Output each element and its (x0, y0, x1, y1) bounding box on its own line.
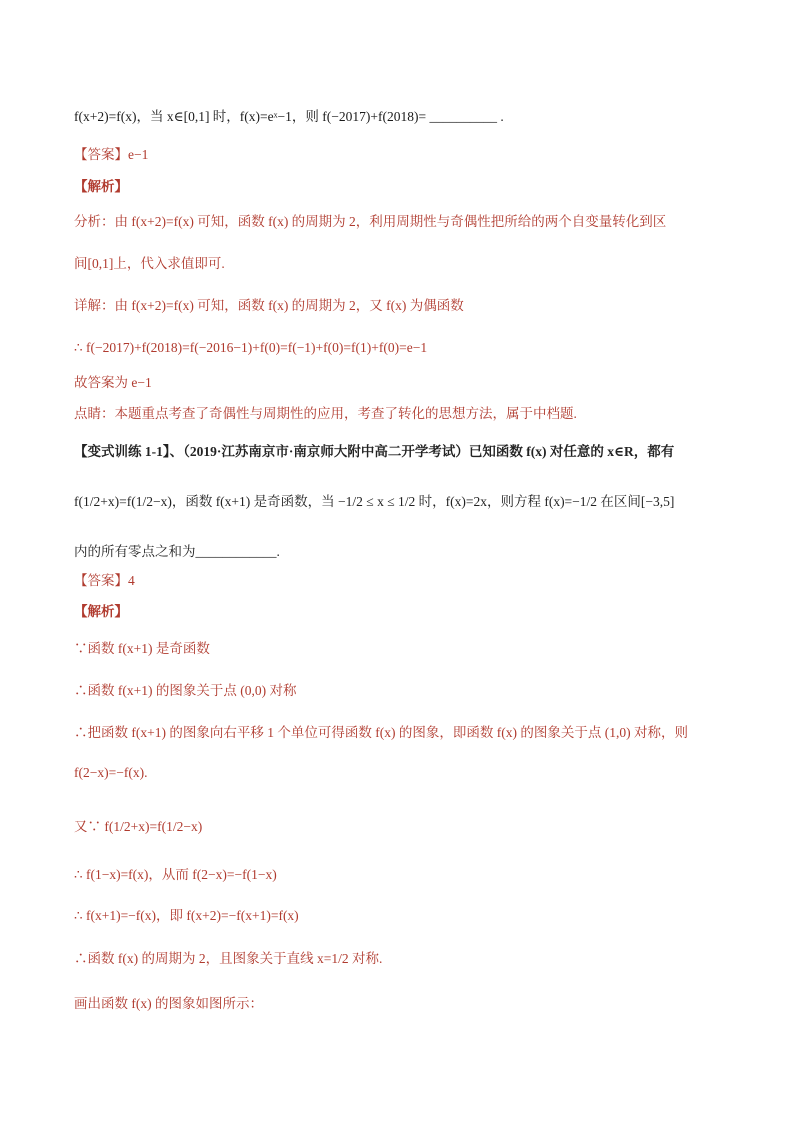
analysis-2-line-9: 画出函数 f(x) 的图象如图所示： (74, 996, 263, 1011)
conclusion-1: 故答案为 e−1 (74, 375, 152, 390)
analysis-2-line-2: ∴函数 f(x+1) 的图象关于点 (0,0) 对称 (74, 683, 297, 698)
analysis-2-line-1: ∵函数 f(x+1) 是奇函数 (74, 641, 210, 656)
analysis-2-line-4: f(2−x)=−f(x). (74, 765, 148, 780)
variant-exercise-conditions: f(1/2+x)=f(1/2−x)，函数 f(x+1) 是奇函数，当 −1/2 ≤ x ≤ 1/2 时，f(x)=2x，则方程 f(x)=−1/2 在区间[−3,5] (74, 494, 675, 509)
analysis-1-line-2: 间[0,1]上，代入求值即可. (74, 256, 225, 271)
detail-1-line-1: 详解：由 f(x+2)=f(x) 可知，函数 f(x) 的周期为 2，又 f(x) 为偶函数 (74, 298, 464, 313)
answer-2: 【答案】4 (74, 573, 135, 588)
analysis-2-line-5: 又∵ f(1/2+x)=f(1/2−x) (74, 819, 203, 834)
answer-1: 【答案】e−1 (74, 147, 149, 162)
variant-exercise-title: 【变式训练 1-1】、（2019·江苏南京市·南京师大附中高二开学考试）已知函数 f(x) 对任意的 x∈R，都有 (74, 444, 675, 459)
analysis-heading-2: 【解析】 (74, 604, 128, 619)
variant-exercise-question: 内的所有零点之和为____________. (74, 544, 280, 559)
note-1: 点睛：本题重点考查了奇偶性与周期性的应用，考查了转化的思想方法，属于中档题. (74, 406, 577, 421)
analysis-2-line-3: ∴把函数 f(x+1) 的图象向右平移 1 个单位可得函数 f(x) 的图象，即函数 f(x) 的图象关于点 (1,0) 对称，则 (74, 725, 688, 740)
analysis-2-line-8: ∴函数 f(x) 的周期为 2，且图象关于直线 x=1/2 对称. (74, 951, 383, 966)
detail-1-line-2: ∴ f(−2017)+f(2018)=f(−2016−1)+f(0)=f(−1)+f(0)=f(1)+f(0)=e−1 (74, 340, 428, 355)
analysis-2-line-6: ∴ f(1−x)=f(x)，从而 f(2−x)=−f(1−x) (74, 867, 277, 882)
analysis-1-line-1: 分析：由 f(x+2)=f(x) 可知，函数 f(x) 的周期为 2，利用周期性与奇偶性把所给的两个自变量转化到区 (74, 214, 667, 229)
analysis-2-line-7: ∴ f(x+1)=−f(x)，即 f(x+2)=−f(x+1)=f(x) (74, 908, 299, 923)
problem-statement-continued: f(x+2)=f(x)，当 x∈[0,1] 时，f(x)=eˣ−1，则 f(−2017)+f(2018)= __________ . (74, 109, 504, 124)
analysis-heading-1: 【解析】 (74, 179, 128, 194)
